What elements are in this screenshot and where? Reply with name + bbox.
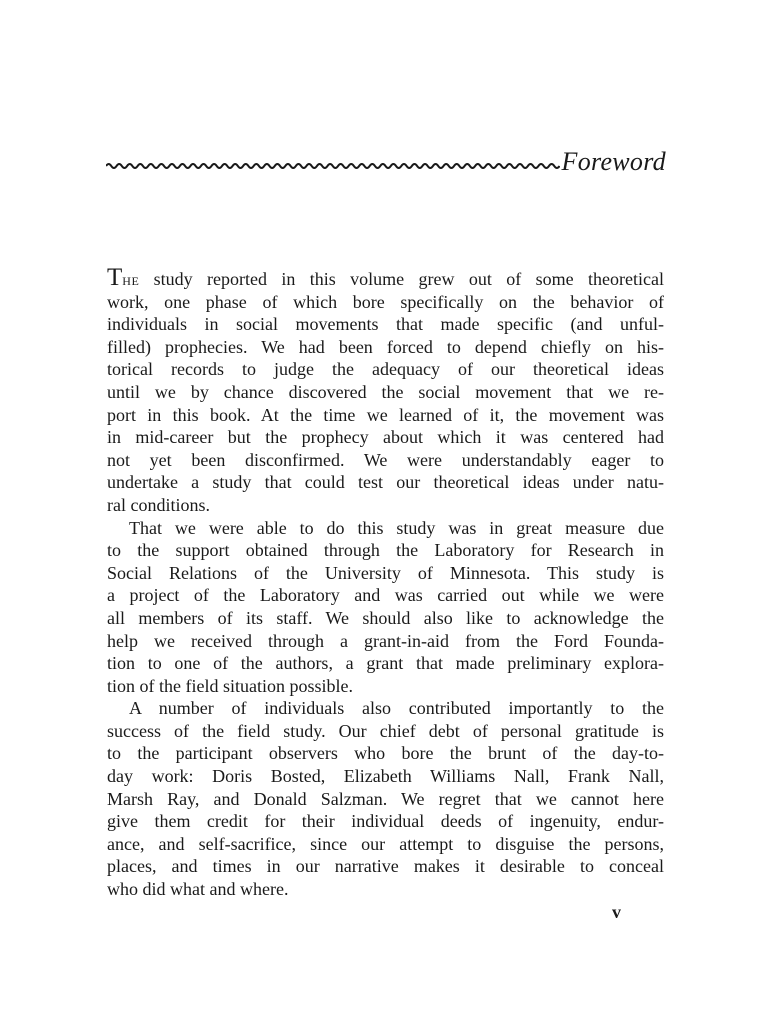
paragraph-line [107, 264, 664, 291]
smallcaps-text: he [122, 270, 140, 289]
paragraph-line: ral conditions. [107, 494, 210, 515]
paragraph-line: in mid-career but the prophecy about which it was centered had [107, 427, 664, 448]
dropcap-letter: T [107, 264, 123, 291]
paragraph-line: tion to one of the authors, a grant that made preliminary explora- [107, 653, 664, 674]
foreword-body [107, 264, 664, 901]
paragraph-line: That we were able to do this study was in great measure due [129, 517, 664, 538]
paragraph-line: Marsh Ray, and Donald Salzman. We regret that we cannot here [107, 788, 664, 809]
paragraph-line: undertake a study that could test our theoretical ideas under natu- [107, 472, 664, 493]
paragraph-line: success of the field study. Our chief debt of personal gratitude is [107, 720, 664, 741]
page-title: Foreword [561, 147, 666, 176]
paragraph-line: who did what and where. [107, 879, 289, 900]
paragraph-line: torical records to judge the adequacy of our theoretical ideas [107, 359, 664, 380]
paragraph-line: a project of the Laboratory and was carried out while we were [107, 585, 664, 606]
decorative-wavy-rule [106, 161, 560, 171]
paragraph-line: individuals in social movements that made specific (and unful- [107, 314, 664, 335]
paragraph-line: all members of its staff. We should also like to acknowledge the [107, 607, 664, 628]
paragraph-line: A number of individuals also contributed importantly to the [129, 698, 664, 719]
paragraph-line: filled) prophecies. We had been forced to depend chiefly on his- [107, 336, 664, 357]
paragraph-1 [107, 264, 664, 517]
page-number: v [612, 902, 621, 922]
paragraph-line: help we received through a grant-in-aid from the Ford Founda- [107, 630, 664, 651]
paragraph-line: to the support obtained through the Laboratory for Research in [107, 540, 664, 561]
paragraph-line: port in this book. At the time we learned of it, the movement was [107, 404, 664, 425]
paragraph-line: not yet been disconfirmed. We were understandably eager to [107, 449, 664, 470]
paragraph-line: tion of the field situation possible. [107, 675, 353, 696]
paragraph-line: until we by chance discovered the social movement that we re- [107, 381, 664, 402]
paragraph-line: give them credit for their individual deeds of ingenuity, endur- [107, 811, 664, 832]
paragraph-2 [107, 517, 664, 698]
first-line-text: study reported in this volume grew out of some theoretical [139, 269, 664, 289]
paragraph-line: ance, and self-sacrifice, since our attempt to disguise the persons, [107, 833, 664, 854]
paragraph-3 [107, 697, 664, 900]
paragraph-line: day work: Doris Bosted, Elizabeth Williams Nall, Frank Nall, [107, 766, 664, 787]
paragraph-line: work, one phase of which bore specifically on the behavior of [107, 291, 664, 312]
paragraph-line: places, and times in our narrative makes it desirable to conceal [107, 856, 664, 877]
paragraph-line: to the participant observers who bore the brunt of the day-to- [107, 743, 664, 764]
section-heading [106, 141, 666, 177]
paragraph-line: Social Relations of the University of Minnesota. This study is [107, 562, 664, 583]
